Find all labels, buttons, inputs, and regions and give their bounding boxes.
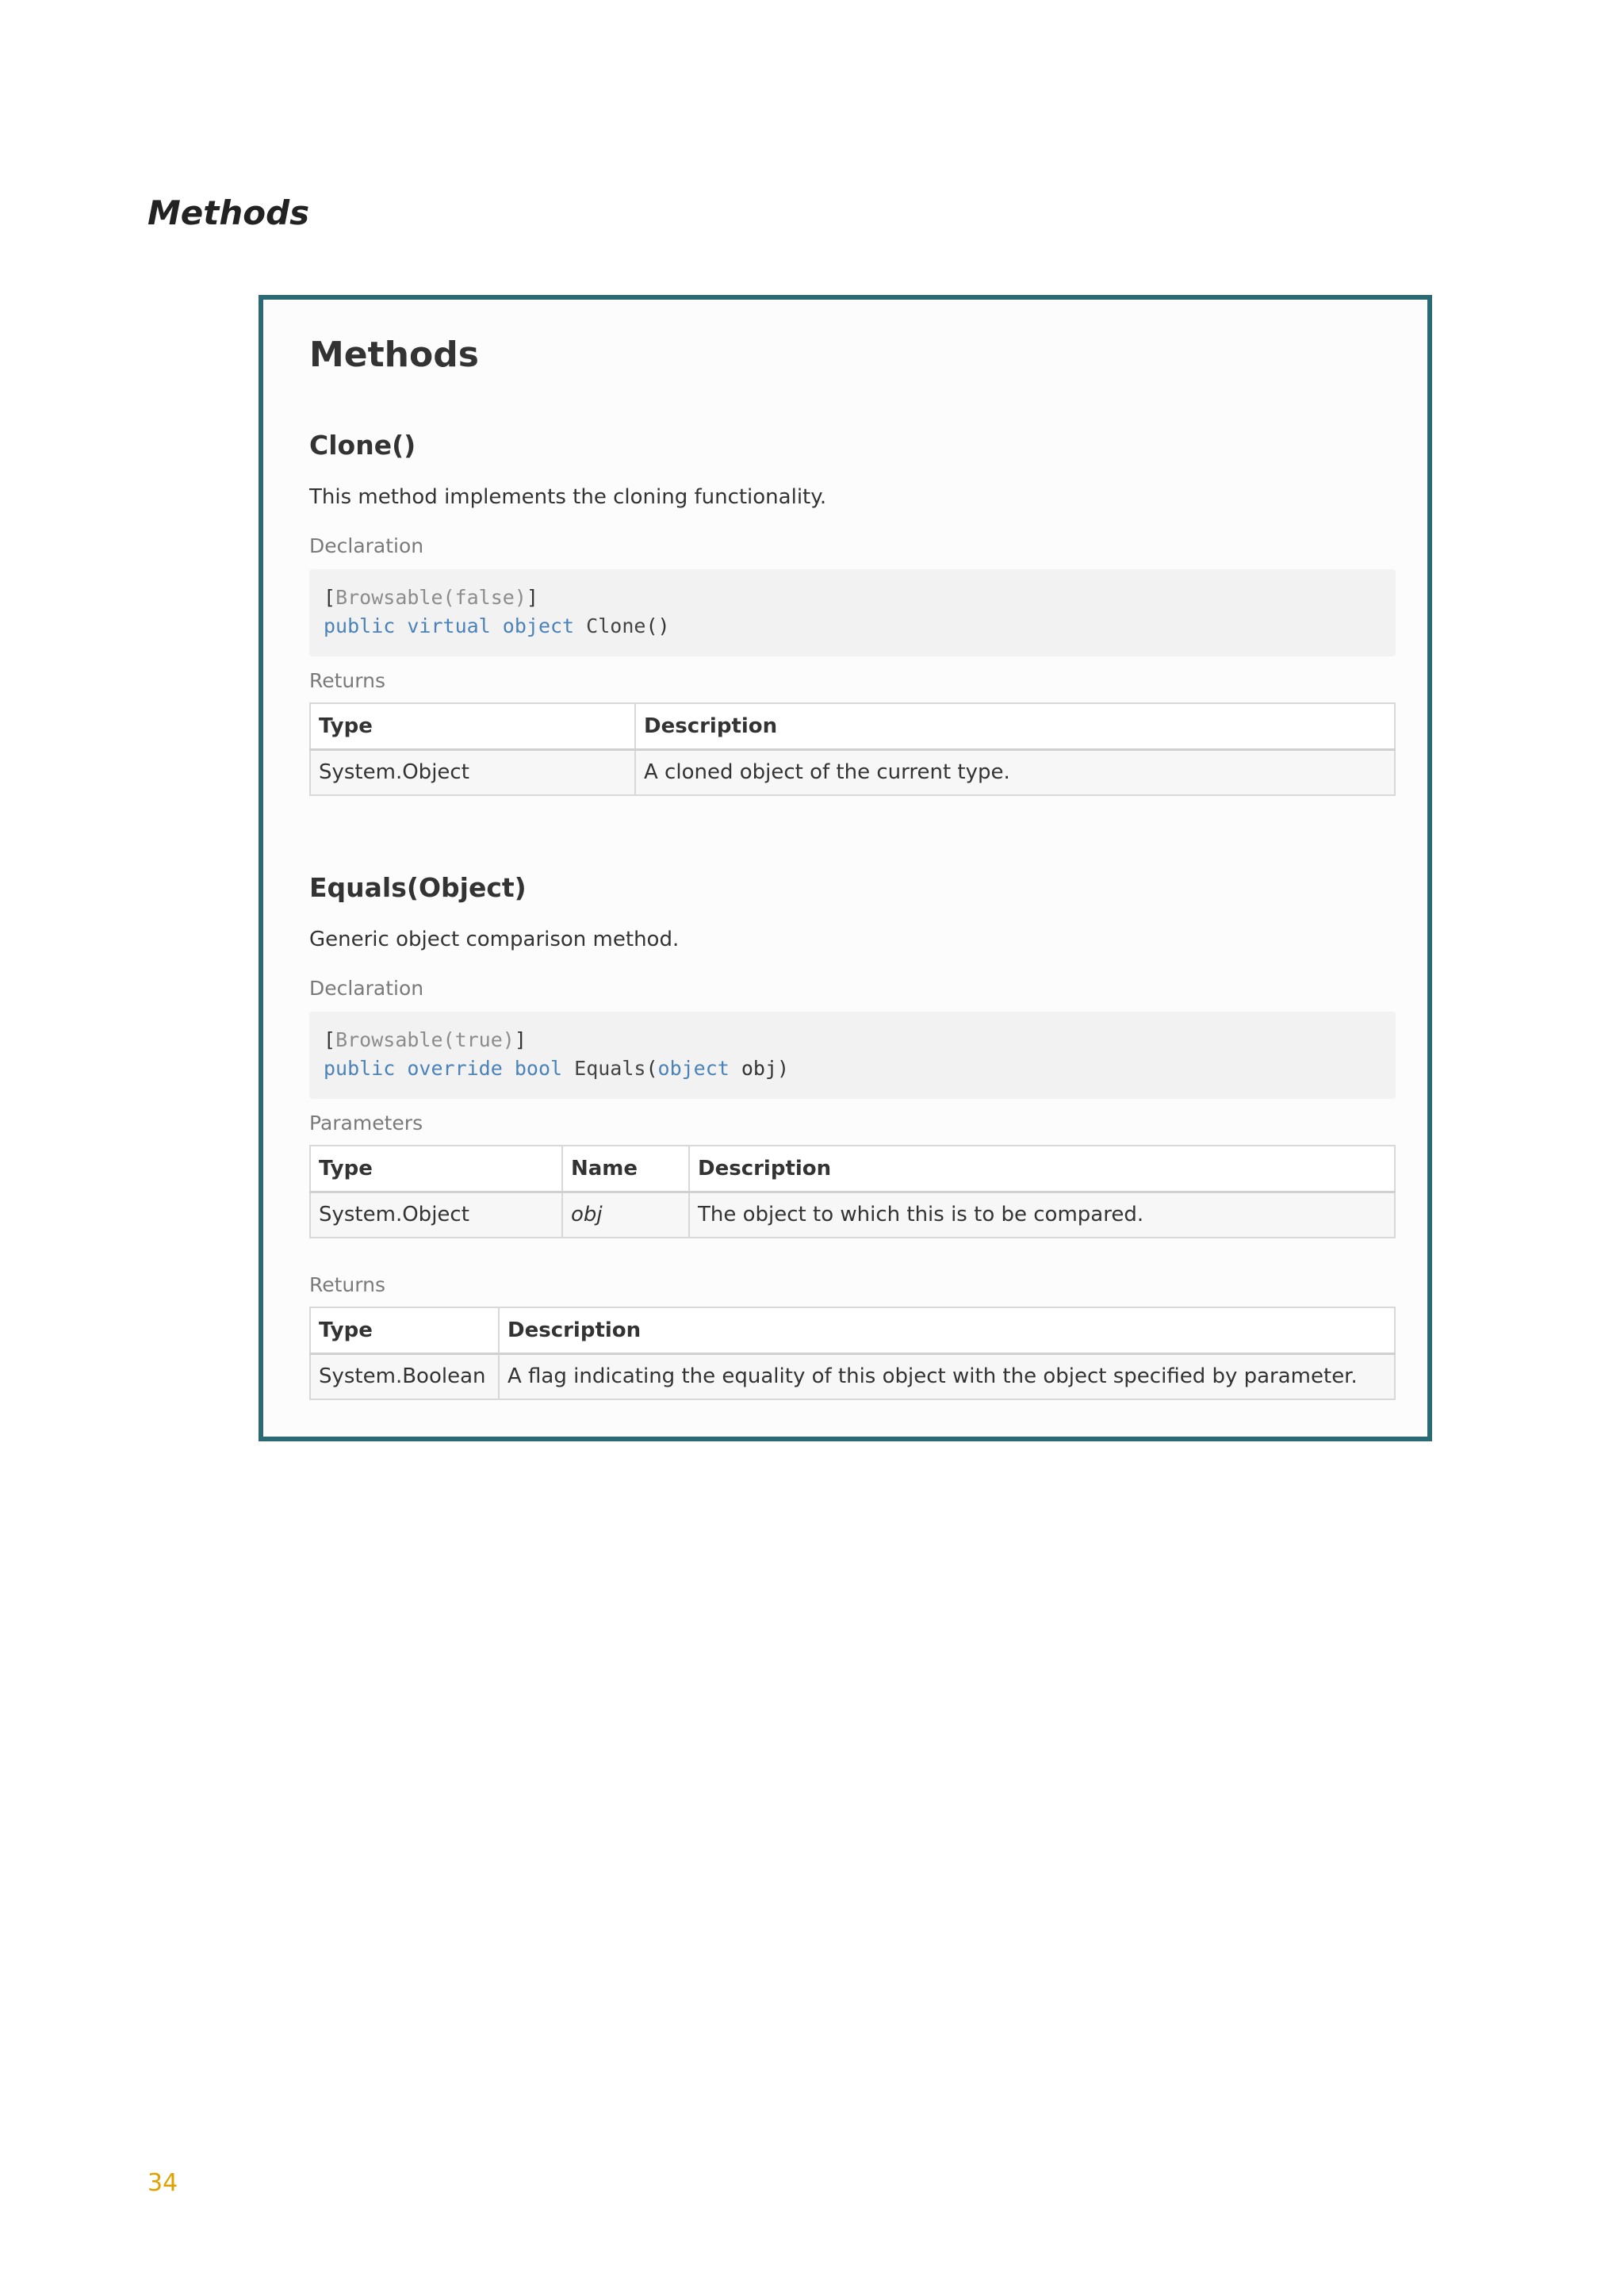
parameters-label-equals: Parameters bbox=[309, 1112, 423, 1135]
column-header: Name bbox=[562, 1146, 689, 1192]
table-row bbox=[310, 1353, 1395, 1399]
code-block-clone bbox=[309, 569, 1396, 656]
returns-label-clone: Returns bbox=[309, 669, 385, 692]
code-params: () bbox=[645, 614, 670, 637]
declaration-label-equals: Declaration bbox=[309, 977, 424, 1000]
table-row bbox=[310, 749, 1395, 795]
returns-table-equals bbox=[309, 1307, 1396, 1400]
table-header-row bbox=[310, 1307, 1395, 1353]
param-description-cell: The object to which this is to be compared. bbox=[689, 1192, 1395, 1238]
code-method-name: Equals bbox=[574, 1057, 646, 1080]
returns-label-equals: Returns bbox=[309, 1273, 385, 1296]
code-keyword: virtual bbox=[407, 614, 491, 637]
code-bracket: ] bbox=[526, 586, 538, 609]
code-param-name: obj) bbox=[729, 1057, 790, 1080]
return-type-cell: System.Object bbox=[310, 749, 635, 795]
column-header: Description bbox=[499, 1307, 1395, 1353]
param-type-cell: System.Object bbox=[310, 1192, 562, 1238]
code-bracket: [ bbox=[324, 586, 336, 609]
code-keyword: bool bbox=[514, 1057, 563, 1080]
page-number: 34 bbox=[147, 2169, 178, 2197]
column-header: Type bbox=[310, 703, 635, 749]
code-keyword: object bbox=[502, 614, 575, 637]
code-keyword: public bbox=[324, 614, 396, 637]
methods-documentation-frame bbox=[259, 295, 1432, 1441]
table-header-row bbox=[310, 703, 1395, 749]
param-name-cell: obj bbox=[562, 1192, 689, 1238]
column-header: Type bbox=[310, 1146, 562, 1192]
code-bracket: [ bbox=[324, 1028, 336, 1051]
column-header: Type bbox=[310, 1307, 499, 1353]
table-row bbox=[310, 1192, 1395, 1238]
frame-title: Methods bbox=[309, 335, 479, 375]
code-paren: ( bbox=[645, 1057, 658, 1080]
code-keyword: override bbox=[407, 1057, 503, 1080]
code-attribute: Browsable(false) bbox=[335, 586, 527, 609]
code-attribute: Browsable(true) bbox=[335, 1028, 515, 1051]
method-name-equals: Equals(Object) bbox=[309, 872, 527, 903]
table-header-row bbox=[310, 1146, 1395, 1192]
page-heading: Methods bbox=[147, 193, 310, 232]
method-summary-equals: Generic object comparison method. bbox=[309, 928, 680, 951]
code-keyword: public bbox=[324, 1057, 396, 1080]
code-block-equals bbox=[309, 1012, 1396, 1099]
column-header: Description bbox=[689, 1146, 1395, 1192]
code-bracket: ] bbox=[514, 1028, 527, 1051]
return-type-cell: System.Boolean bbox=[310, 1353, 499, 1399]
returns-table-clone bbox=[309, 702, 1396, 796]
code-param-type: object bbox=[657, 1057, 730, 1080]
return-description-cell: A cloned object of the current type. bbox=[635, 749, 1395, 795]
parameters-table-equals bbox=[309, 1145, 1396, 1238]
code-method-name: Clone bbox=[586, 614, 646, 637]
method-name-clone: Clone() bbox=[309, 430, 416, 461]
return-description-cell: A flag indicating the equality of this object with the object specified by parameter. bbox=[499, 1353, 1395, 1399]
column-header: Description bbox=[635, 703, 1395, 749]
method-summary-clone: This method implements the cloning functionality. bbox=[309, 485, 827, 509]
declaration-label-clone: Declaration bbox=[309, 534, 424, 557]
